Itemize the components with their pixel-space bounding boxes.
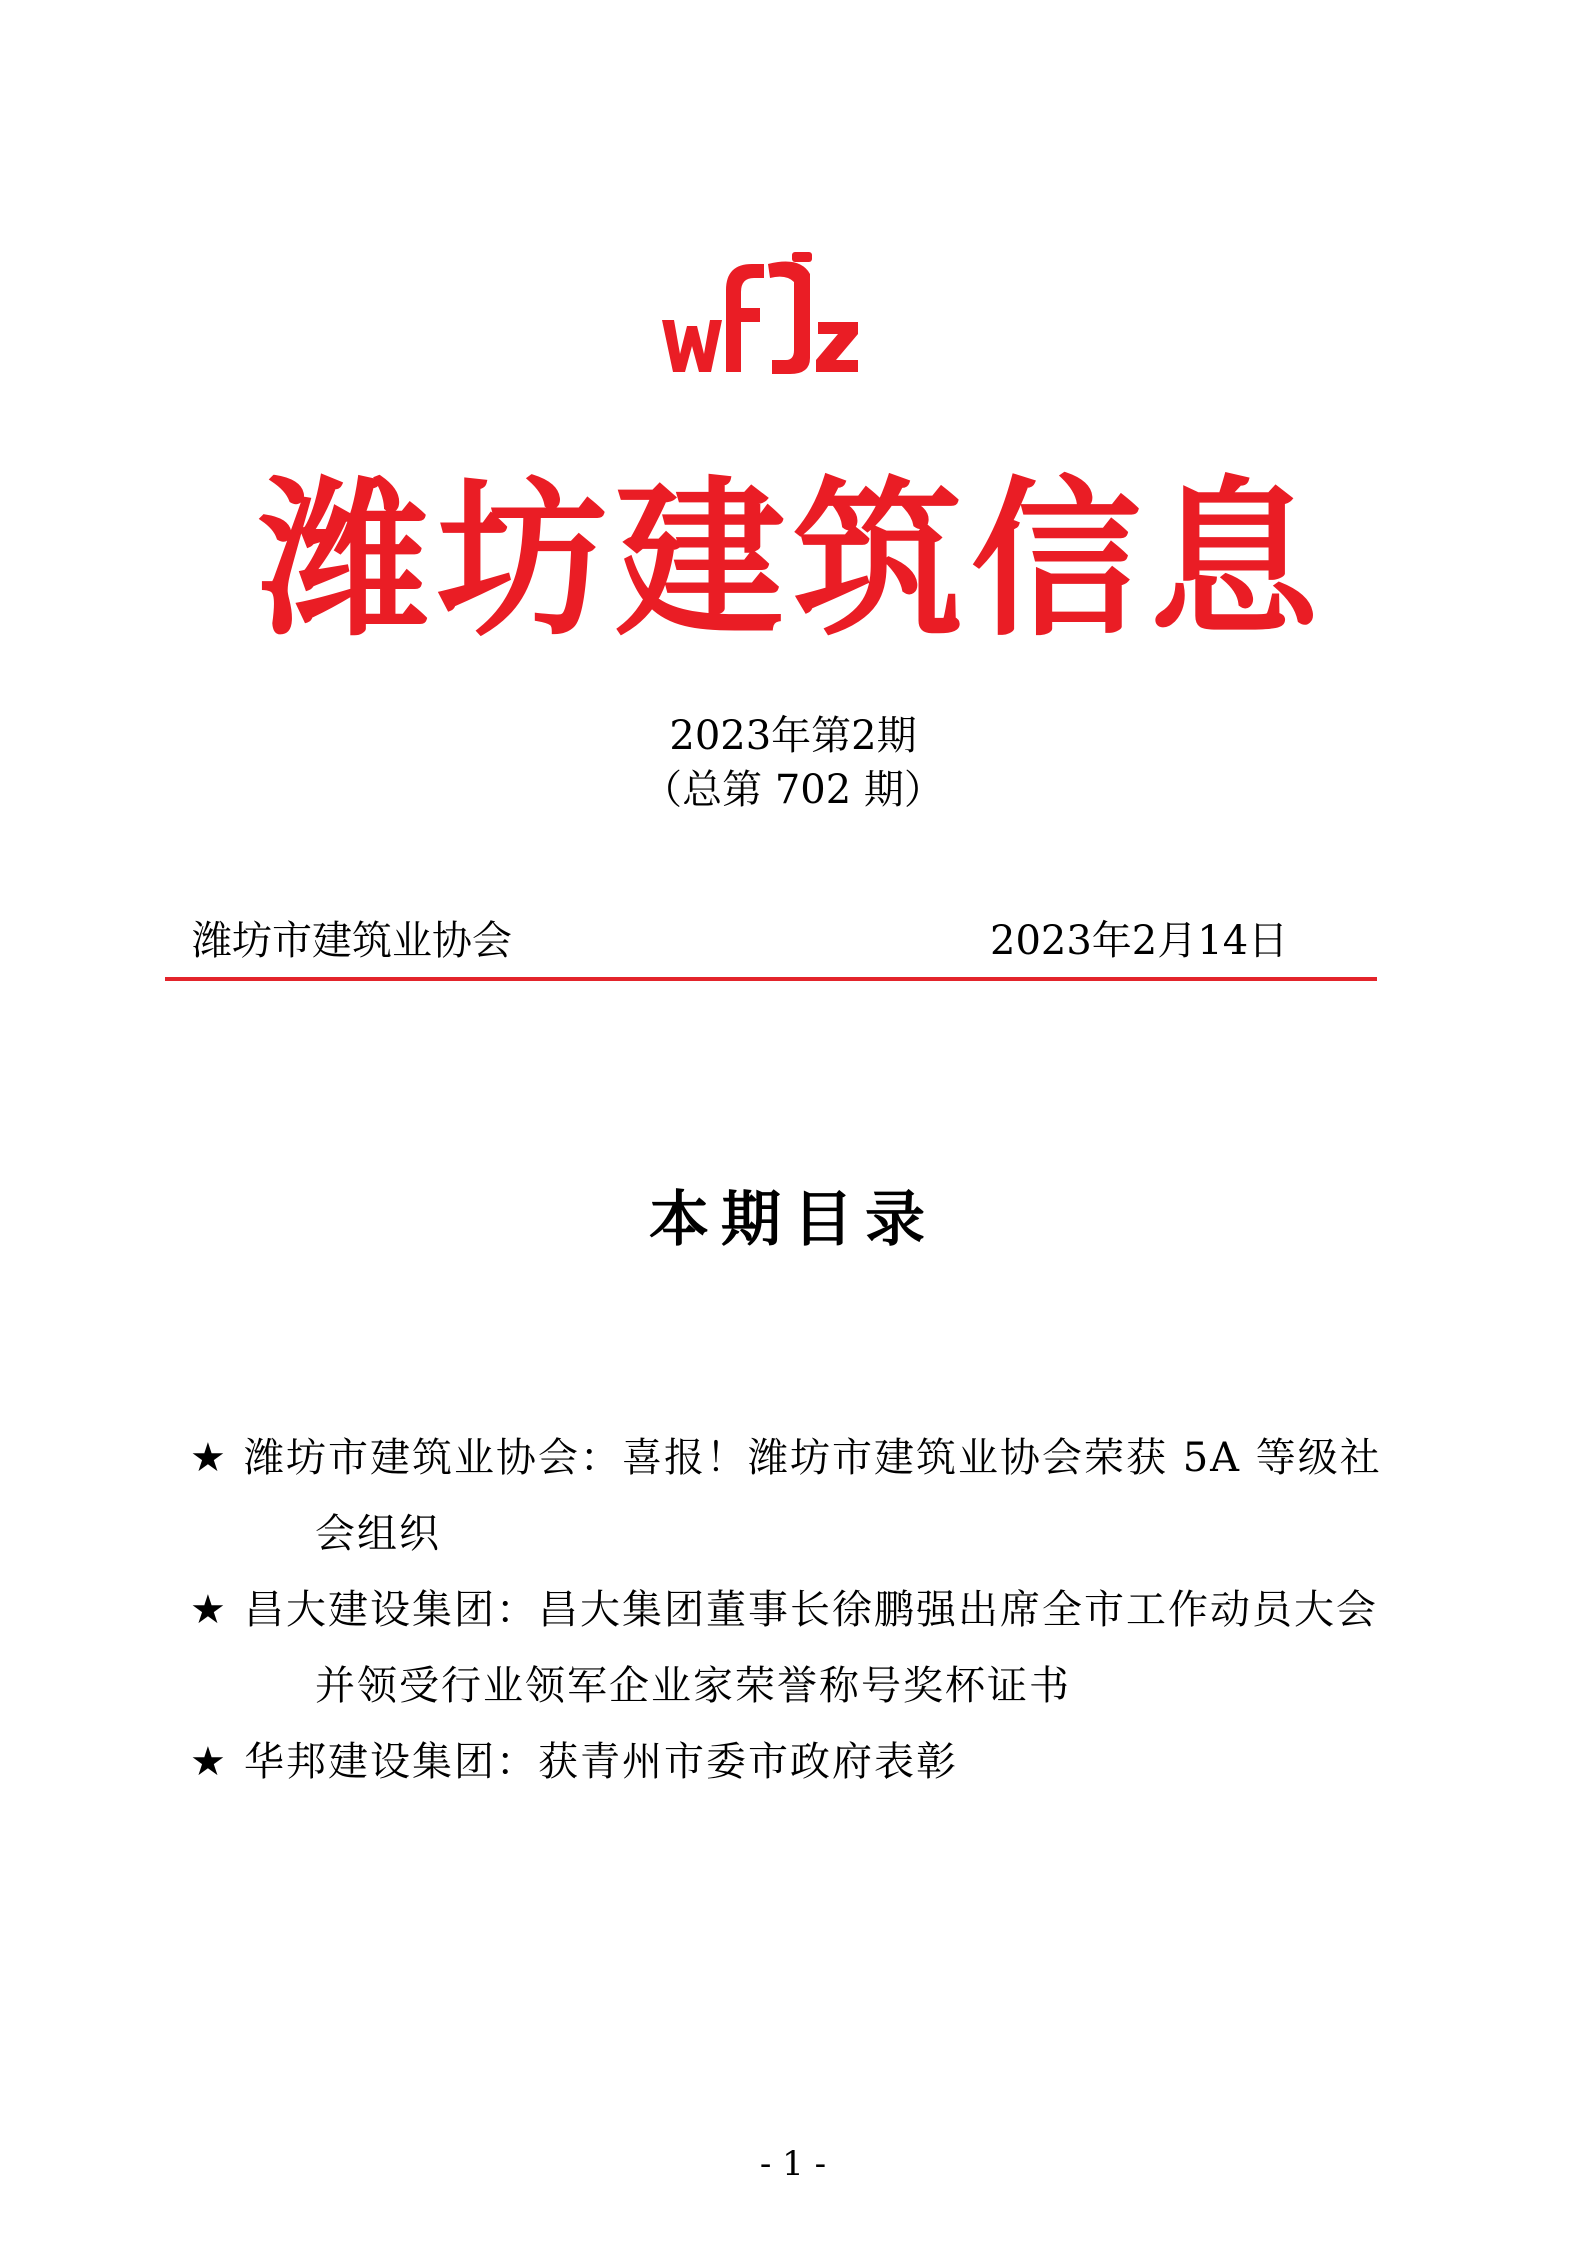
publish-date: 2023年2月14日 xyxy=(990,918,1289,964)
toc-item-3[interactable] xyxy=(190,1724,1410,1800)
toc-item-3-line-1: 华邦建设集团：获青州市委市政府表彰 xyxy=(244,1739,958,1785)
logo-letter-j xyxy=(768,262,810,374)
table-of-contents xyxy=(190,1420,1410,1800)
issue-total-number: （总第 702 期） xyxy=(642,767,944,813)
publisher-name: 潍坊市建筑业协会 xyxy=(192,918,512,964)
logo-j-dot xyxy=(792,252,812,262)
logo-letter-w xyxy=(662,320,722,372)
header-divider xyxy=(165,977,1377,981)
toc-title: 本期目录 xyxy=(649,1185,937,1255)
logo-letter-z xyxy=(816,322,858,372)
toc-item-1[interactable] xyxy=(190,1420,1410,1572)
toc-item-1-line-2: 会组织 xyxy=(315,1511,441,1557)
wfjz-logo xyxy=(660,250,860,380)
toc-item-1-line-1: 潍坊市建筑业协会：喜报！潍坊市建筑业协会荣获 5A 等级社 xyxy=(244,1435,1382,1481)
star-icon: ★ xyxy=(190,1587,226,1633)
toc-item-2-line-1: 昌大建设集团：昌大集团董事长徐鹏强出席全市工作动员大会 xyxy=(244,1587,1378,1633)
star-icon: ★ xyxy=(190,1435,226,1481)
star-icon: ★ xyxy=(190,1739,226,1785)
page-number: - 1 - xyxy=(759,2144,827,2184)
masthead-title: 潍坊建筑信息 xyxy=(258,460,1327,660)
toc-item-2-line-2: 并领受行业领军企业家荣誉称号奖杯证书 xyxy=(315,1663,1071,1709)
issue-number: 2023年第2期 xyxy=(669,713,917,759)
logo-letter-f xyxy=(726,264,764,372)
toc-item-2[interactable] xyxy=(190,1572,1410,1724)
